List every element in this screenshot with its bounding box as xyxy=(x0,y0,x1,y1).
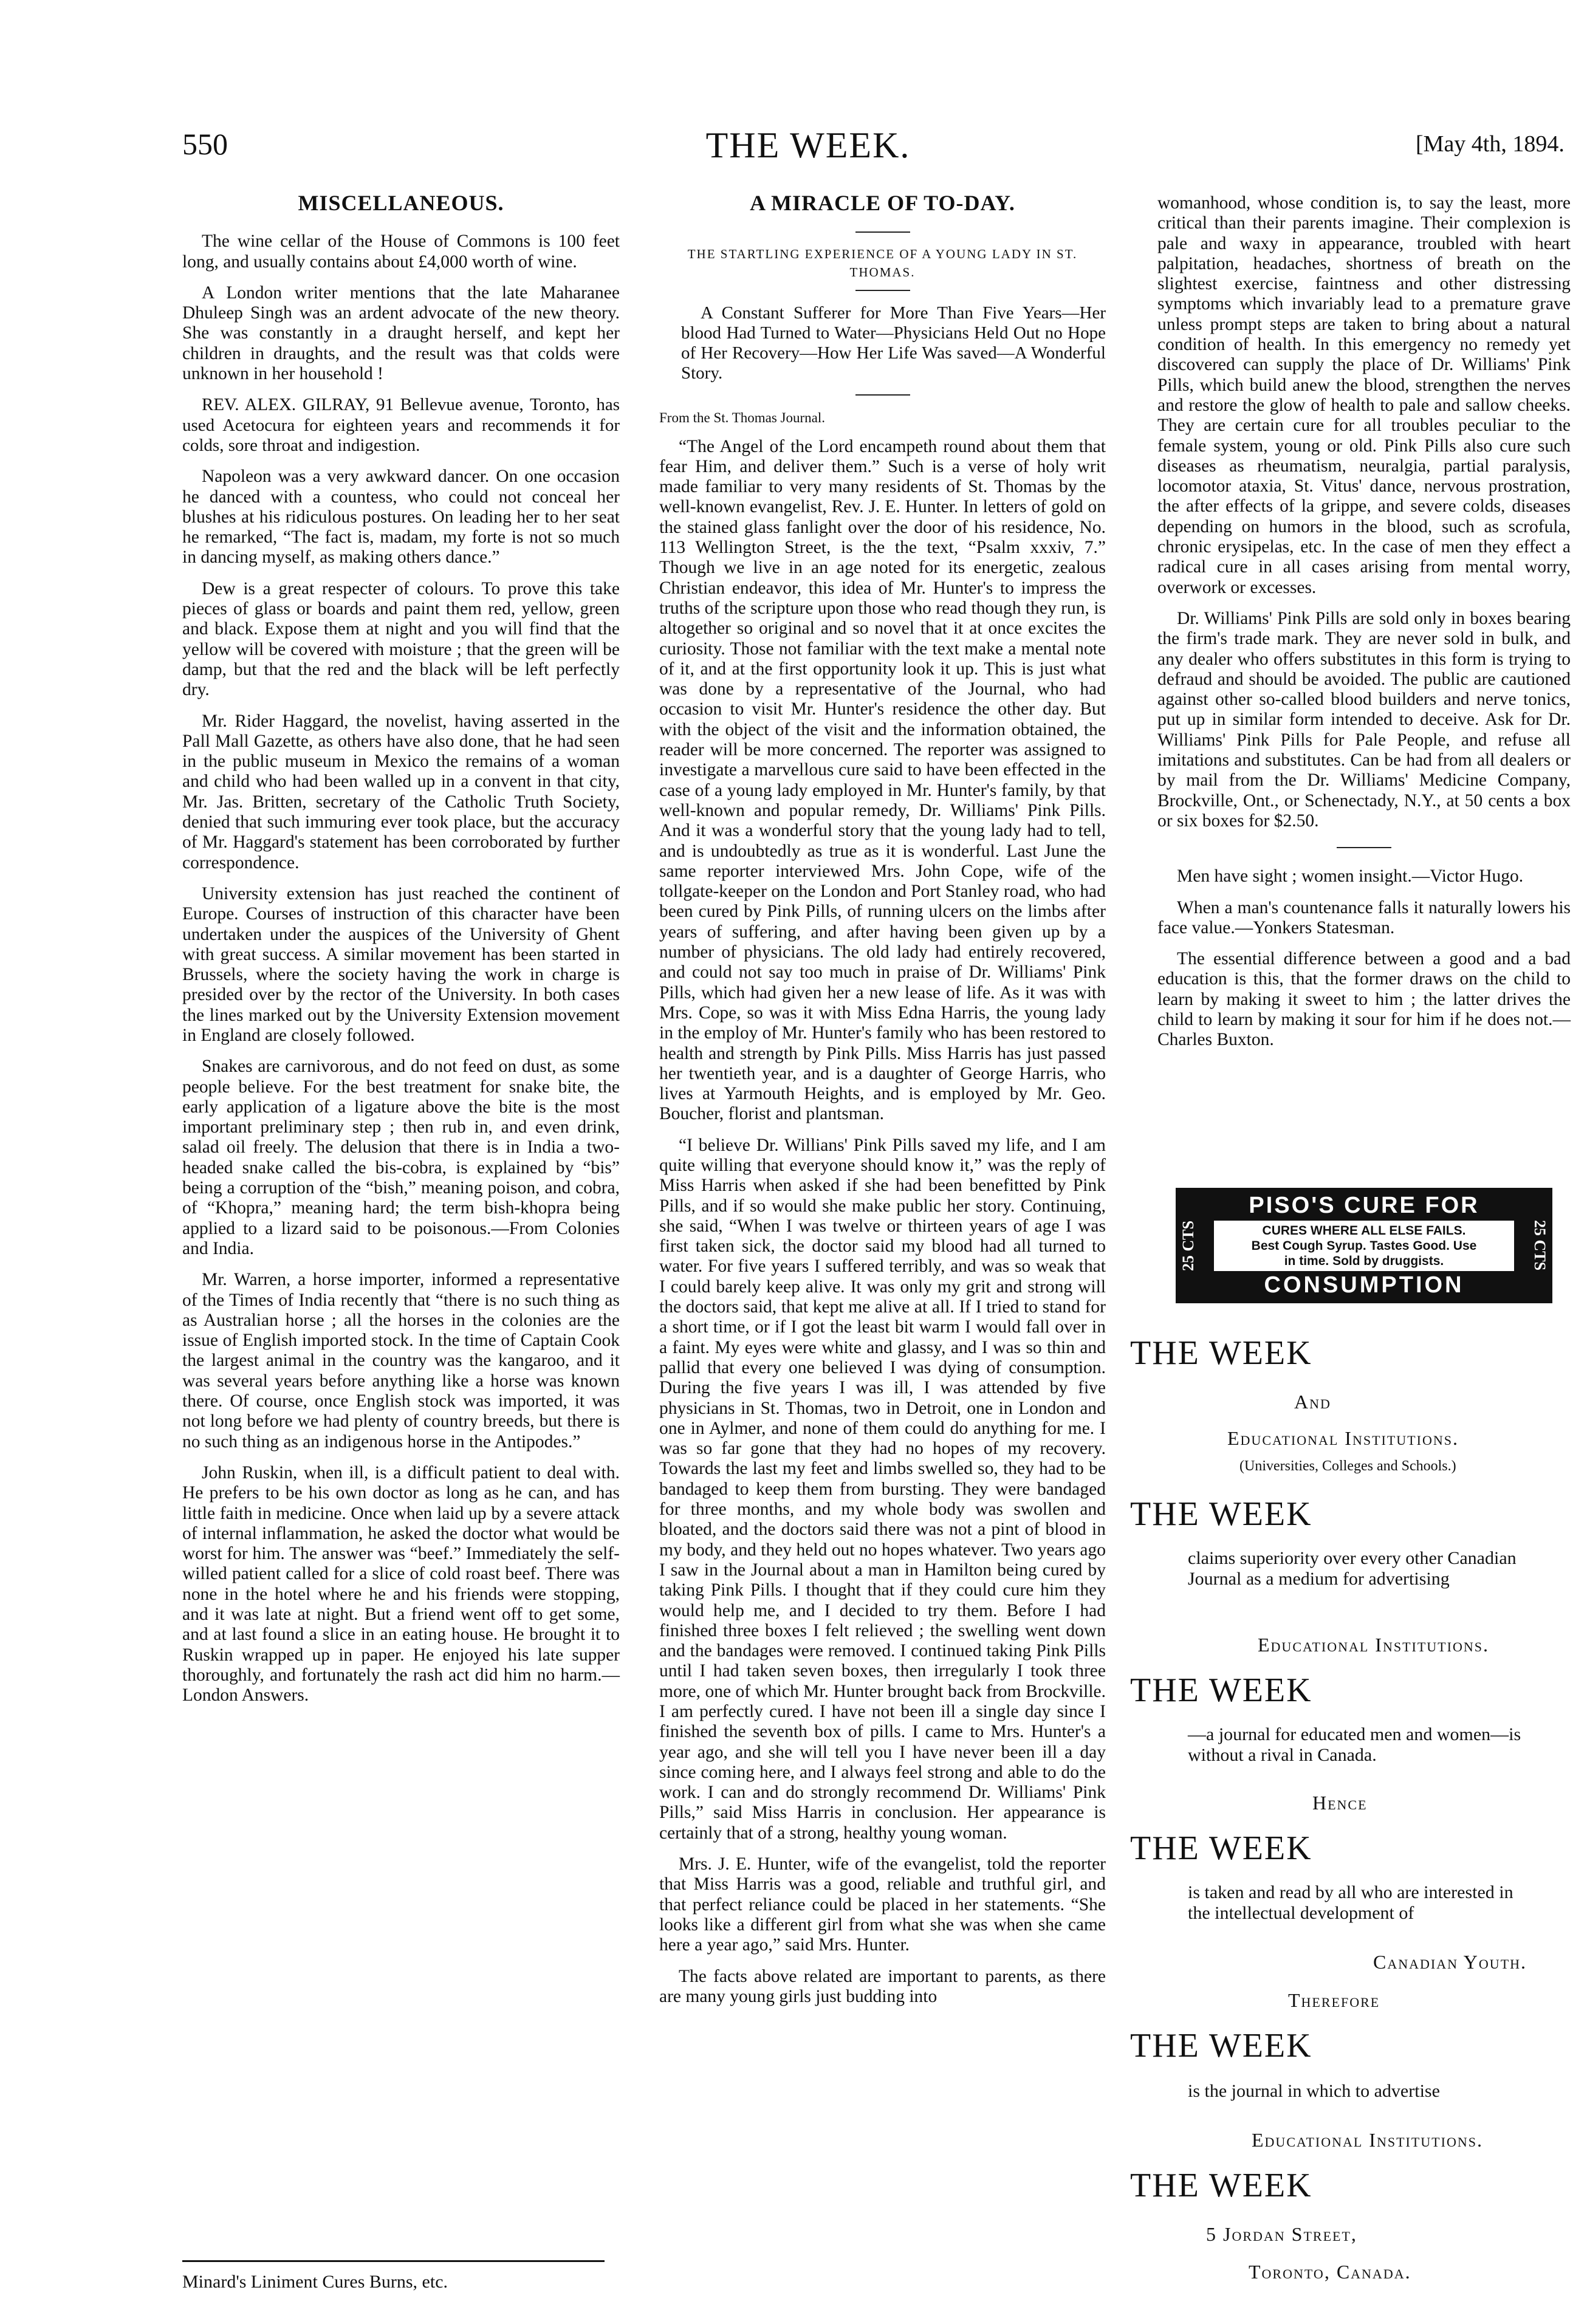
week-ad-taken: is taken and read by all who are interested in the intellectual development of xyxy=(1188,1882,1513,1923)
week-ad-educational: Educational Institutions. xyxy=(1252,2129,1483,2151)
article-subheading: THE STARTLING EXPERIENCE OF A YOUNG LADY IN ST. THOMAS. xyxy=(687,247,1078,280)
ad-line: Best Cough Syrup. Tastes Good. Use xyxy=(1251,1238,1477,1253)
pisos-cure-advertisement xyxy=(1176,1188,1552,1303)
ad-top-text: PISO'S CURE FOR xyxy=(1249,1193,1479,1218)
the-week-brand: THE WEEK xyxy=(1130,1829,1312,1867)
quote: Men have sight ; women insight.—Victor Hugo. xyxy=(1177,866,1524,886)
column-continued xyxy=(1157,193,1571,1061)
article-deck: A Constant Sufferer for More Than Five Years—Her blood Had Turned to Water—Physicians Held Out no Hope of Her Recovery—How Her Life Was saved—A Wonderful Story. xyxy=(681,303,1106,383)
article-source: From the St. Thomas Journal. xyxy=(659,410,826,426)
article-paragraph: “I believe Dr. Willians' Pink Pills saved my life, and I am quite willing that everyone should know it,” was the reply of Miss Harris when asked if she had been benefitted by Pink Pills, and if so would she make public her story. Continuing, she said, “When I was twelve or thirteen years of age I was first taken sick, the doctor said my blood had all turned to water. For five years I suffered terribly, and was so weak that I could barely keep alive. It was only my grit and strong will the doctors said, that kept me alive at all. If I tried to stand for a short time, or if I got the least bit warm I would fall over in a faint. My eyes were white and glassy, and I was so thin and pallid that every one believed I was dying of consumption. During the five years I was ill, I was attended by five physicians in St. Thomas, two in Detroit, one in London and one in Aylmer, and none of them could do anything for me. I was so far gone that they had no hopes of my recovery. Towards the last my feet and limbs swelled so, they had to be bandaged to keep them from bursting. They were bandaged for three months, and my whole body was swollen and bloated, and the doctors said there was not a pint of blood in my body, and they held out no hopes whatever. Two years ago I saw in the Journal about a man in Hamilton being cured by taking Pink Pills. I thought that if they could cure him they would help me, and I decided to try them. Before I had finished three boxes I felt relieved ; the swelling went down and the bandages were removed. I continued taking Pink Pills until I had taken seven boxes, then irregularly I took three more, one of which Mr. Hunter brought back from Brockville. I am perfectly cured. I have not been ill a single day since I finished the seventh box of pills. I came to Mrs. Hunter's a year ago, and she will tell you I have never been ill a day since coming here, and I always feel strong and able to do the work. I can and do strongly recommend Dr. Williams' Pink Pills,” said Miss Harris in conclusion. Her appearance is certainly that of a strong, healthy young woman. xyxy=(659,1135,1106,1843)
article-paragraph: John Ruskin, when ill, is a difficult patient to deal with. He prefers to be his own doctor as long as he can, and has little faith in medicine. Once when laid up by a severe attack of internal inflammation, he asked the doctor what would be worst for him. The answer was “beef.” Immediately the self-willed patient called for a slice of cold roast beef. There was none in the hotel where he and his friends were stopping, and it was late at night. But a friend went off to get some, and at last found a slice in an eating house. He brought it to Ruskin wrapped up in paper. He enjoyed his late supper thoroughly, and fortunately the rash act did him no harm.—London Answers. xyxy=(182,1462,620,1705)
week-ad-edu-sub: (Universities, Colleges and Schools.) xyxy=(1239,1458,1456,1474)
footer-notice: Minard's Liniment Cures Burns, etc. xyxy=(182,2260,605,2292)
the-week-brand: THE WEEK xyxy=(1130,1495,1312,1533)
the-week-brand: THE WEEK xyxy=(1130,1334,1312,1372)
week-ad-claims: claims superiority over every other Canadian Journal as a medium for advertising xyxy=(1188,1548,1517,1589)
page-number: 550 xyxy=(182,127,228,161)
article-paragraph: University extension has just reached the continent of Europe. Courses of instruction of this character have been undertaken under the auspices of the University of Ghent with great success. A similar movement has been started in Brussels, where the society having the work in charge is presided over by the rector of the University. In both cases the lines marked out by the University Extension movement in England are closely followed. xyxy=(182,883,620,1045)
article-headline: A MIRACLE OF TO-DAY. xyxy=(750,191,1015,215)
article-paragraph: Mr. Rider Haggard, the novelist, having asserted in the Pall Mall Gazette, as others have also done, that he had seen in the public museum in Mexico the remains of a woman and child who had been walled up in a convent in that city, Mr. Jas. Britten, secretary of the Catholic Truth Society, denied that such immuring ever took place, but the accuracy of Mr. Haggard's statement has been corroborated by further correspondence. xyxy=(182,711,620,872)
article-paragraph: The facts above related are important to parents, as there are many young girls just budding into xyxy=(659,1966,1106,2006)
ad-line: in time. Sold by druggists. xyxy=(1284,1253,1444,1268)
article-paragraph: A London writer mentions that the late Maharanee Dhuleep Singh was an ardent advocate of the new theory. She was constantly in a draught herself, and kept her children in draughts, and the result was that colds were unknown in her household ! xyxy=(182,283,620,384)
quote: The essential difference between a good and a bad education is this, that the former draws on the child to learn by making it sweet to him ; the latter drives the child to learn by making it sour for him if he does not.—Charles Buxton. xyxy=(1157,949,1571,1050)
ad-bottom-text: CONSUMPTION xyxy=(1264,1272,1464,1298)
column-miracle-article xyxy=(659,193,1106,2018)
week-ad-is-journal: is the journal in which to advertise xyxy=(1188,2081,1440,2101)
divider xyxy=(855,231,910,233)
divider xyxy=(855,394,910,396)
article-paragraph: Dr. Williams' Pink Pills are sold only in boxes bearing the firm's trade mark. They are never sold in bulk, and any dealer who offers substitutes in this form is trying to defraud and should be avoided. The public are cautioned against other so-called blood builders and nerve tonics, put up in similar form intended to deceive. Ask for Dr. Williams' Pink Pills for Pale People, and refuse all imitations and substitutes. Can be had from all dealers or by mail from the Dr. Williams' Medicine Company, Brockville, Ont., or Schenectady, N.Y., at 50 cents a box or six boxes for $2.50. xyxy=(1157,608,1571,831)
ad-price-right: 25 CTS xyxy=(1531,1220,1549,1271)
week-ad-journal: —a journal for educated men and women—is without a rival in Canada. xyxy=(1188,1724,1521,1765)
ad-box xyxy=(1214,1221,1513,1271)
section-heading: MISCELLANEOUS. xyxy=(298,191,504,215)
week-ad-therefore: Therefore xyxy=(1288,1989,1380,2011)
week-ad-educational: Educational Institutions. xyxy=(1227,1427,1459,1449)
week-ad-city: Toronto, Canada. xyxy=(1249,2261,1411,2283)
article-paragraph: womanhood, whose condition is, to say the least, more critical than their parents imagine. Their complexion is pale and waxy in appearance, troubled with heart palpitation, headaches, shortness of breath on the slightest exercise, faintness and other distressing symptoms which invariably lead to a premature grave unless prompt steps are taken to bring about a natural condition of health. In this emergency no remedy yet discovered can supply the place of Dr. Williams' Pink Pills, which build anew the blood, strengthen the nerves and restore the glow of health to pale and sallow cheeks. They are certain cure for all troubles peculiar to the female system, young or old. Pink Pills also cure such diseases as rheumatism, neuralgia, partial paralysis, locomotor ataxia, St. Vitus' dance, nervous prostration, the after effects of la grippe, and severe colds, diseases depending on humors in the blood, such as scrofula, chronic erysipelas, etc. In the case of men they effect a radical cure in all cases arising from mental worry, overwork or excesses. xyxy=(1157,193,1571,597)
article-paragraph: Mr. Warren, a horse importer, informed a representative of the Times of India recently that “there is no such thing as as Australian horse ; all the horses in the colonies are the issue of English imported stock. In the time of Captain Cook the largest animal in the country was the kangaroo, and it was several years before anything like a horse was known there. Of course, once English stock was imported, it was not long before we had plenty of country breeds, but there is no such thing as an indigenous horse in the Antipodes.” xyxy=(182,1270,620,1452)
ad-price-left: 25 CTS xyxy=(1179,1220,1197,1271)
the-week-brand: THE WEEK xyxy=(1130,2167,1312,2204)
the-week-brand: THE WEEK xyxy=(1130,2027,1312,2065)
week-ad-educational: Educational Institutions. xyxy=(1258,1634,1489,1656)
quote: When a man's countenance falls it naturally lowers his face value.—Yonkers Statesman. xyxy=(1157,897,1571,937)
article-paragraph: The wine cellar of the House of Commons is 100 feet long, and usually contains about £4,000 worth of wine. xyxy=(182,231,620,272)
masthead-title: THE WEEK. xyxy=(705,125,911,165)
article-paragraph: Mrs. J. E. Hunter, wife of the evangelist, told the reporter that Miss Harris was a good, reliable and truthful girl, and that perfect reliance could be placed in her statements. “She looks like a different girl from what she was when she came here a year ago,” said Mrs. Hunter. xyxy=(659,1854,1106,1955)
week-ad-and: And xyxy=(1294,1391,1331,1413)
the-week-brand: THE WEEK xyxy=(1130,1671,1312,1709)
article-paragraph: Napoleon was a very awkward dancer. On one occasion he danced with a countess, who could not conceal her blushes at his ridiculous postures. On leading her to her seat he remarked, “The fact is, madam, my forte is not so much in dancing myself, as making others dance.” xyxy=(182,467,620,567)
divider xyxy=(855,290,910,291)
article-paragraph: Dew is a great respecter of colours. To prove this take pieces of glass or boards and paint them red, yellow, green and black. Expose them at night and you will find that the yellow will be covered with moisture ; that the green will be damp, but that the red and the black will be left perfectly dry. xyxy=(182,578,620,700)
issue-date: [May 4th, 1894. xyxy=(1416,131,1565,157)
week-ad-street: 5 Jordan Street, xyxy=(1206,2223,1357,2245)
week-ad-youth: Canadian Youth. xyxy=(1373,1951,1527,1973)
week-ad-hence: Hence xyxy=(1312,1792,1368,1814)
column-miscellaneous xyxy=(182,193,620,1716)
article-paragraph: Snakes are carnivorous, and do not feed on dust, as some people believe. For the best treatment for snake bite, the early application of a ligature above the bite is the most important preliminary step ; then rub in, and even drink, salad oil freely. The delusion that there is in India a two-headed snake called the bis-cobra, is explained by “bis” being a corruption of the “bish,” meaning poison, and cobra, of “Khopra,” meaning hard; the term bish-khopra being applied to a lizard said to be poisonous.—From Colonies and India. xyxy=(182,1057,620,1258)
article-paragraph: REV. ALEX. GILRAY, 91 Bellevue avenue, Toronto, has used Acetocura for eighteen years and recommends it for colds, sore throat and indigestion. xyxy=(182,395,620,455)
ad-body xyxy=(1201,1188,1527,1303)
divider xyxy=(1337,847,1391,848)
article-paragraph: “The Angel of the Lord encampeth round about them that fear Him, and deliver them.” Such is a verse of holy writ made familiar to very many residents of St. Thomas by the well-known evangelist, Rev. J. E. Hunter. In letters of gold on the stained glass fanlight over the door of his residence, No. 113 Wellington Street, is the the text, “Psalm xxxiv, 7.” Though we live in an age noted for its energetic, zealous Christian endeavor, this idea of Mr. Hunter's to impress the truths of the scripture upon those who read though they run, is altogether so original and so novel that it at once excites the curiosity. Those not familiar with the text make a mental note of it, and at the first opportunity look it up. This is just what was done by a representative of the Journal, who had occasion to visit Mr. Hunter's residence the other day. But with the object of the visit and the information obtained, the reader will be more concerned. The reporter was assigned to investigate a marvellous cure said to have been effected in the case of a young lady employed in Mr. Hunter's family, by that well-known and popular remedy, Dr. Williams' Pink Pills. And it was a wonderful story that the young lady had to tell, and is undoubtedly as true as it is wonderful. Last June the same reporter interviewed Mrs. John Cope, wife of the tollgate-keeper on the London and Port Stanley road, who had been cured by Pink Pills, of running ulcers on the limbs after years of suffering, and after having been given up by a number of physicians. The old lady had entirely recovered, and could not say too much in praise of Dr. Williams' Pink Pills, which had given her a new lease of life. As it was with Mrs. Cope, so was it with Miss Edna Harris, the young lady in the employ of Mr. Hunter's family who has been restored to health and strength by Pink Pills. Miss Harris has just passed her twentieth year, and is a daughter of George Harris, who lives at Yarmouth Heights, and is employed by Mr. Geo. Boucher, florist and plantsman. xyxy=(659,436,1106,1124)
ad-line: CURES WHERE ALL ELSE FAILS. xyxy=(1262,1223,1466,1238)
